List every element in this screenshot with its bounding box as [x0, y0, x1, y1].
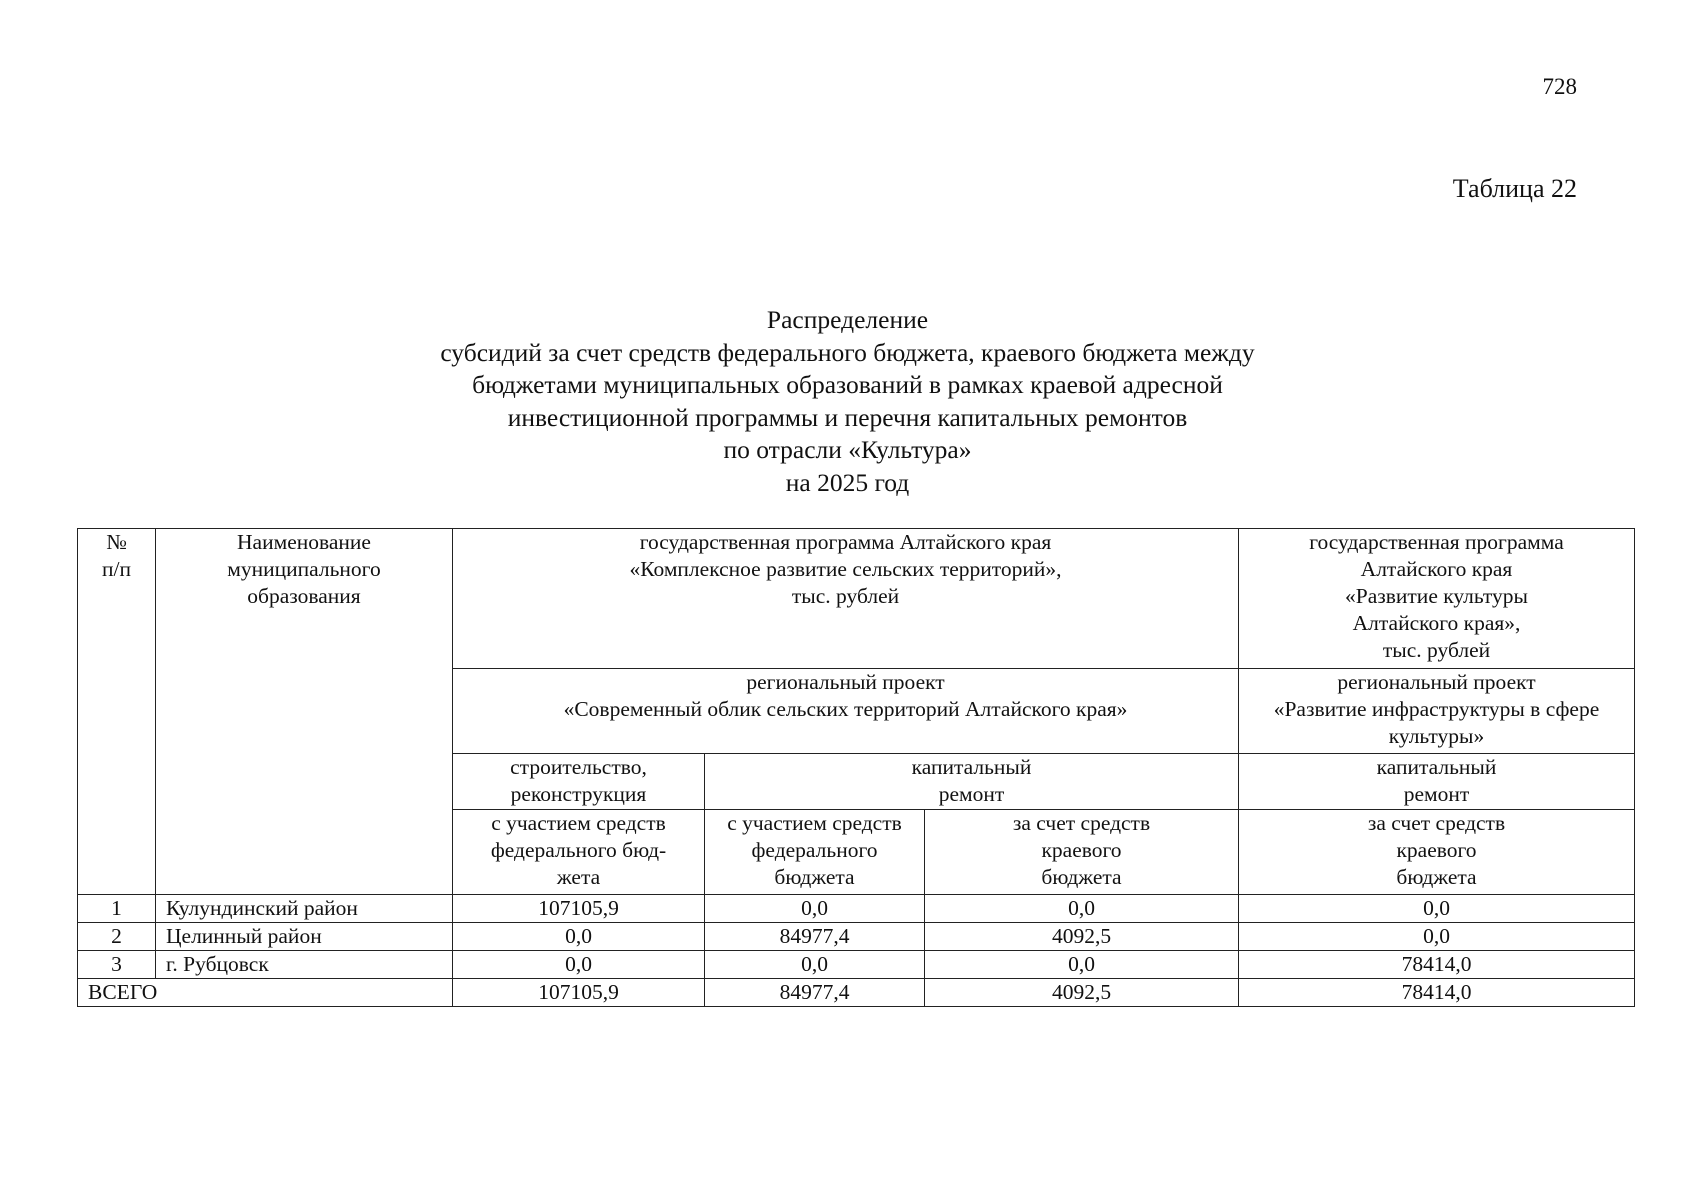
total-value: 78414,0 [1239, 979, 1635, 1007]
row-num: 2 [78, 923, 156, 951]
row-num: 1 [78, 895, 156, 923]
total-value: 84977,4 [705, 979, 925, 1007]
row-value: 0,0 [705, 951, 925, 979]
row-num: 3 [78, 951, 156, 979]
header-fed-construction: с участием средств федерального бюд- жета [453, 810, 705, 895]
title-line: субсидий за счет средств федерального бюджета, краевого бюджета между [440, 337, 1255, 367]
table-row [78, 951, 1635, 979]
row-value: 0,0 [925, 895, 1239, 923]
total-value: 107105,9 [453, 979, 705, 1007]
header-project-rural: региональный проект «Современный облик сельских территорий Алтайского края» [453, 669, 1239, 754]
title-line: по отрасли «Культура» [723, 435, 972, 464]
row-name: Целинный район [156, 923, 453, 951]
page-number: 728 [1542, 74, 1577, 99]
row-value: 0,0 [925, 951, 1239, 979]
title-line: Распределение [766, 305, 929, 334]
total-value: 4092,5 [925, 979, 1239, 1007]
header-project-culture: региональный проект «Развитие инфраструктуры в сфере культуры» [1239, 669, 1635, 754]
row-value: 0,0 [453, 951, 705, 979]
header-regional-culture: за счет средств краевого бюджета [1239, 810, 1635, 895]
row-value: 107105,9 [453, 895, 705, 923]
row-name: Кулундинский район [156, 895, 453, 923]
title-line: на 2025 год [785, 467, 910, 497]
header-name: Наименование муниципального образования [156, 529, 453, 895]
row-value: 0,0 [1239, 895, 1635, 923]
row-value: 0,0 [705, 895, 925, 923]
header-regional-repair: за счет средств краевого бюджета [925, 810, 1239, 895]
row-value: 84977,4 [705, 923, 925, 951]
header-capital-repair-culture: капитальный ремонт [1239, 754, 1635, 810]
header-fed-repair: с участием средств федерального бюджета [705, 810, 925, 895]
header-construction: строительство, реконструкция [453, 754, 705, 810]
row-value: 0,0 [1239, 923, 1635, 951]
table-total-row [78, 979, 1635, 1007]
table-row [78, 895, 1635, 923]
document-title [0, 304, 1695, 499]
header-program-rural: государственная программа Алтайского края «Комплексное развитие сельских территорий», тыс. рублей [453, 529, 1239, 669]
row-name: г. Рубцовск [156, 951, 453, 979]
header-program-culture: государственная программа Алтайского края «Развитие культуры Алтайского края», тыс. рублей [1239, 529, 1635, 669]
row-value: 0,0 [453, 923, 705, 951]
title-line: бюджетами муниципальных образований в рамках краевой адресной [472, 370, 1223, 399]
table-row [78, 923, 1635, 951]
row-value: 4092,5 [925, 923, 1239, 951]
total-label: ВСЕГО [78, 979, 453, 1007]
subsidy-table [77, 528, 1635, 1007]
table-label: Таблица 22 [1452, 174, 1577, 203]
row-value: 78414,0 [1239, 951, 1635, 979]
header-capital-repair: капитальный ремонт [705, 754, 1239, 810]
title-line: инвестиционной программы и перечня капитальных ремонтов [507, 402, 1188, 432]
header-num: № п/п [78, 529, 156, 895]
